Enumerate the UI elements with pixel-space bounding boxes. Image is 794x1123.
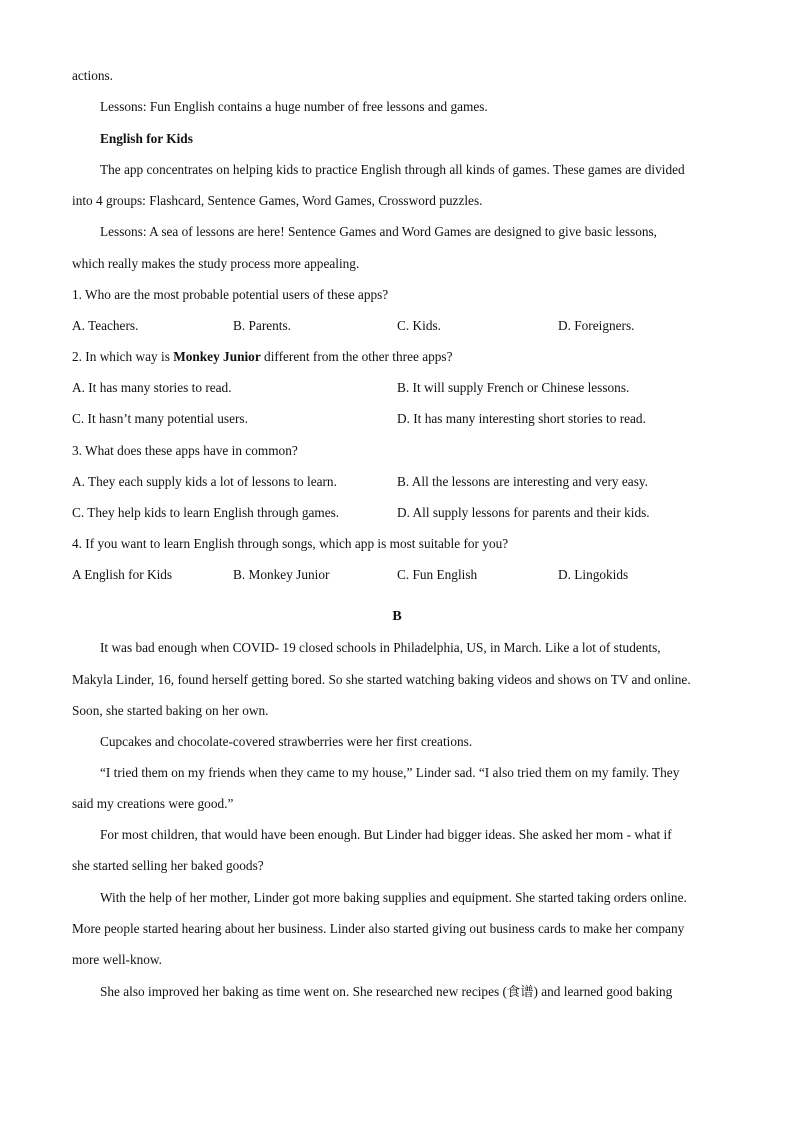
option-c: C. Fun English — [397, 567, 478, 582]
option-d: D. Lingokids — [558, 567, 629, 582]
question-stem-bold: Monkey Junior — [173, 349, 261, 364]
text-line: The app concentrates on helping kids to practice English through all kinds of games. These games are divided — [100, 162, 685, 177]
option-b: B. All the lessons are interesting and very easy. — [397, 474, 648, 489]
option-b: B. It will supply French or Chinese lessons. — [397, 380, 630, 395]
question-stem: 1. Who are the most probable potential users of these apps? — [72, 287, 389, 302]
option-a: A. It has many stories to read. — [72, 380, 232, 395]
section-heading: English for Kids — [100, 131, 193, 146]
text-line: It was bad enough when COVID- 19 closed schools in Philadelphia, US, in March. Like a lot of students, — [100, 640, 661, 655]
option-b: B. Parents. — [233, 318, 291, 333]
text-line: With the help of her mother, Linder got more baking supplies and equipment. She started taking orders online. — [100, 890, 687, 905]
option-c: C. They help kids to learn English through games. — [72, 505, 340, 520]
text-line: into 4 groups: Flashcard, Sentence Games, Word Games, Crossword puzzles. — [72, 193, 483, 208]
section-title: B — [392, 609, 402, 624]
option-d: D. Foreigners. — [558, 318, 635, 333]
option-a: A. They each supply kids a lot of lessons to learn. — [72, 474, 337, 489]
option-c: C. Kids. — [397, 318, 441, 333]
text-line: For most children, that would have been enough. But Linder had bigger ideas. She asked her mom - what if — [100, 827, 672, 842]
text-line: More people started hearing about her business. Linder also started giving out business cards to make her company — [72, 921, 685, 936]
option-a: A. Teachers. — [72, 318, 139, 333]
text-line: Cupcakes and chocolate-covered strawberries were her first creations. — [100, 734, 473, 749]
option-b: B. Monkey Junior — [233, 567, 330, 582]
text-line: she started selling her baked goods? — [72, 858, 264, 873]
option-c: C. It hasn’t many potential users. — [72, 411, 248, 426]
option-d: D. It has many interesting short stories to read. — [397, 411, 646, 426]
text-line: Makyla Linder, 16, found herself getting bored. So she started watching baking videos and shows on TV and online. — [72, 672, 691, 687]
text-line: Lessons: Fun English contains a huge number of free lessons and games. — [100, 99, 488, 114]
text-line: said my creations were good.” — [72, 796, 234, 811]
text-line: She also improved her baking as time went on. She researched new recipes (食谱) and learned good baking — [100, 984, 673, 999]
question-stem-suffix: different from the other three apps? — [260, 349, 453, 364]
text-line: more well-know. — [72, 952, 162, 967]
text-line: Lessons: A sea of lessons are here! Sentence Games and Word Games are designed to give basic lessons, — [100, 224, 658, 239]
text-line: actions. — [72, 68, 113, 83]
question-stem: 4. If you want to learn English through songs, which app is most suitable for you? — [72, 536, 509, 551]
text-line: which really makes the study process more appealing. — [72, 256, 360, 271]
option-d: D. All supply lessons for parents and their kids. — [397, 505, 650, 520]
question-stem-prefix: 2. In which way is — [72, 349, 174, 364]
text-line: “I tried them on my friends when they came to my house,” Linder sad. “I also tried them on my family. They — [100, 765, 680, 780]
option-a: A English for Kids — [72, 567, 173, 582]
text-line: Soon, she started baking on her own. — [72, 703, 269, 718]
question-stem — [72, 349, 452, 365]
question-stem: 3. What does these apps have in common? — [72, 443, 298, 458]
